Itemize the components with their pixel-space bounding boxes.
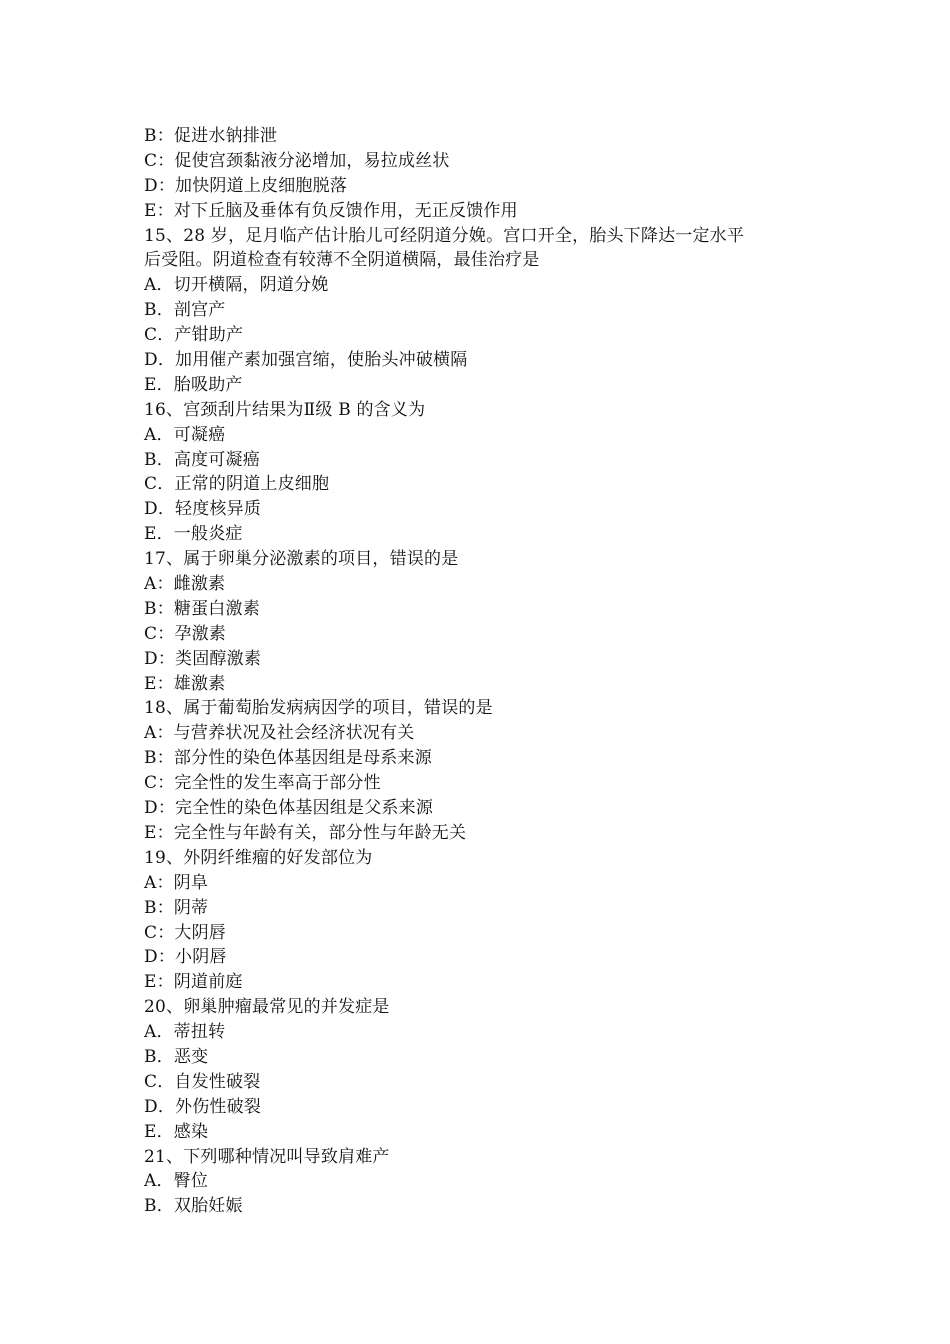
option-line: A．切开横隔，阴道分娩 bbox=[144, 275, 329, 296]
option-line: D．加用催产素加强宫缩，使胎头冲破横隔 bbox=[144, 350, 468, 371]
option-line: B：促进水钠排泄 bbox=[144, 126, 278, 146]
option-line: D：类固醇激素 bbox=[144, 648, 262, 669]
option-line: E．一般炎症 bbox=[144, 524, 243, 545]
option-line: A．臀位 bbox=[144, 1171, 209, 1192]
option-line: B：糖蛋白激素 bbox=[144, 598, 260, 619]
option-line: B．双胎妊娠 bbox=[144, 1196, 243, 1217]
option-line: B：部分性的染色体基因组是母系来源 bbox=[144, 748, 432, 769]
option-line: C．产钳助产 bbox=[144, 325, 244, 346]
option-line: E．感染 bbox=[144, 1121, 209, 1142]
question-15-line-1: 15、28 岁，足月临产估计胎儿可经阴道分娩。宫口开全，胎头下降达一定水平 bbox=[144, 225, 745, 246]
option-line: B．高度可凝癌 bbox=[144, 449, 260, 470]
option-line: C．自发性破裂 bbox=[144, 1071, 261, 1092]
option-line: A：阴阜 bbox=[144, 872, 209, 893]
option-line: E：完全性与年龄有关，部分性与年龄无关 bbox=[144, 822, 467, 843]
option-line: C：孕激素 bbox=[144, 623, 227, 644]
question-18: 18、属于葡萄胎发病病因学的项目，错误的是 bbox=[144, 698, 493, 719]
option-line: E：阴道前庭 bbox=[144, 972, 243, 993]
option-line: B．恶变 bbox=[144, 1046, 209, 1067]
option-line: C：大阴唇 bbox=[144, 922, 227, 943]
exam-text-block bbox=[144, 124, 816, 1219]
option-line: A：与营养状况及社会经济状况有关 bbox=[144, 723, 415, 744]
question-20: 20、卵巢肿瘤最常见的并发症是 bbox=[144, 997, 390, 1018]
option-line: C：促使宫颈黏液分泌增加，易拉成丝状 bbox=[144, 150, 450, 171]
option-line: D：加快阴道上皮细胞脱落 bbox=[144, 175, 348, 196]
question-16: 16、宫颈刮片结果为Ⅱ级 B 的含义为 bbox=[144, 399, 426, 420]
option-line: D．外伤性破裂 bbox=[144, 1096, 262, 1117]
question-15-line-2: 后受阻。阴道检查有较薄不全阴道横隔，最佳治疗是 bbox=[144, 250, 540, 271]
option-line: D：完全性的染色体基因组是父系来源 bbox=[144, 798, 434, 819]
option-line: B．剖宫产 bbox=[144, 300, 226, 321]
option-line: E．胎吸助产 bbox=[144, 374, 243, 395]
question-17: 17、属于卵巢分泌激素的项目，错误的是 bbox=[144, 549, 459, 570]
option-line: D：小阴唇 bbox=[144, 947, 227, 968]
option-line: A．蒂扭转 bbox=[144, 1022, 226, 1043]
option-line: A：雌激素 bbox=[144, 574, 226, 595]
question-19: 19、外阴纤维瘤的好发部位为 bbox=[144, 847, 373, 868]
option-line: B：阴蒂 bbox=[144, 897, 209, 918]
option-line: E：雄激素 bbox=[144, 673, 226, 694]
option-line: A．可凝癌 bbox=[144, 424, 226, 445]
option-line: C．正常的阴道上皮细胞 bbox=[144, 474, 330, 495]
question-21: 21、下列哪种情况叫导致肩难产 bbox=[144, 1146, 390, 1167]
option-line: E：对下丘脑及垂体有负反馈作用，无正反馈作用 bbox=[144, 200, 518, 221]
option-line: C：完全性的发生率高于部分性 bbox=[144, 773, 381, 794]
option-line: D．轻度核异质 bbox=[144, 499, 262, 520]
